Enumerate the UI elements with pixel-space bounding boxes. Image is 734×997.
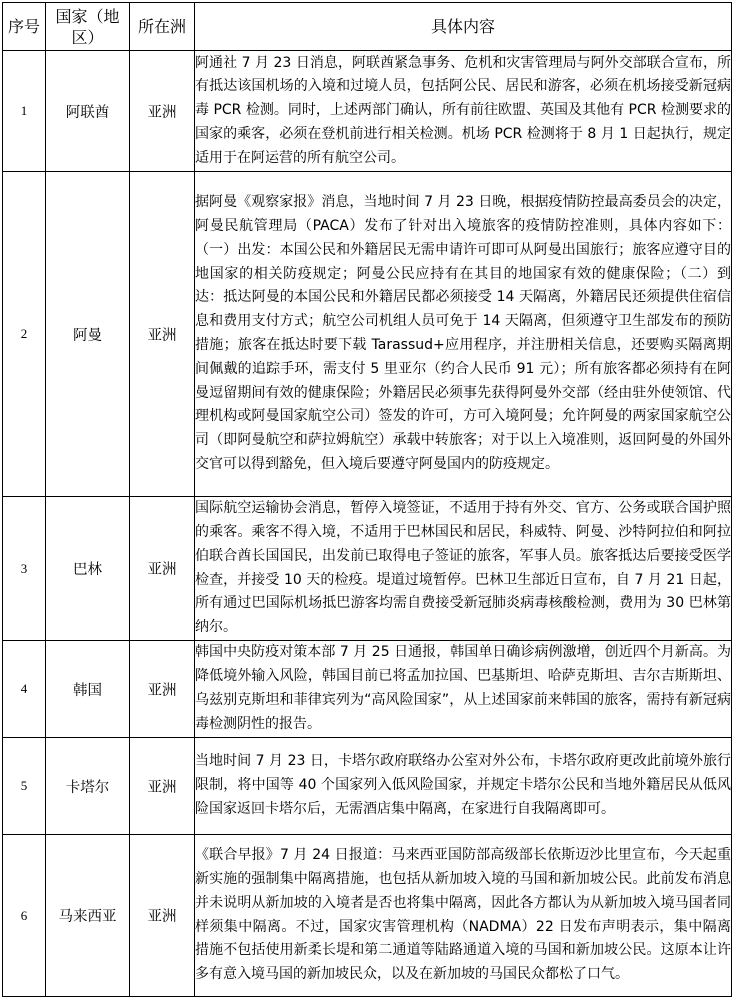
header-country: 国家（地区） (46, 3, 130, 51)
row-country: 韩国 (46, 641, 130, 738)
row-region: 亚洲 (130, 172, 195, 497)
row-index: 4 (3, 641, 46, 738)
row-index: 6 (3, 835, 46, 997)
row-country: 马来西亚 (46, 835, 130, 997)
table-row (3, 641, 732, 738)
row-country: 巴林 (46, 497, 130, 641)
row-content: 国际航空运输协会消息，暂停入境签证，不适用于持有外交、官方、公务或联合国护照的乘客。乘客不得入境，不适用于巴林国民和居民，科威特、阿曼、沙特阿拉伯和阿拉伯联合酋长国国民，出发前已取得电子签证的旅客，军事人员。旅客抵达后要接受医学检查，并接受 10 天的检疫。堤道过境暂停。巴林卫生部近日宣布，自 7 月 21 日起，所有通过巴国际机场抵巴游客均需自费接受新冠肺炎病毒核酸检测，费用为 30 巴林第纳尔。 (195, 497, 732, 641)
table-row (3, 497, 732, 641)
row-content: 韩国中央防疫对策本部 7 月 25 日通报，韩国单日确诊病例激增，创近四个月新高。为降低境外输入风险，韩国目前已将孟加拉国、巴基斯坦、哈萨克斯坦、吉尔吉斯斯坦、乌兹别克斯坦和菲律宾列为“高风险国家”，从上述国家前来韩国的旅客，需持有新冠病毒检测阴性的报告。 (195, 641, 732, 738)
header-region: 所在洲 (130, 3, 195, 51)
row-region: 亚洲 (130, 738, 195, 835)
row-content: 据阿曼《观察家报》消息，当地时间 7 月 23 日晚，根据疫情防控最高委员会的决定，阿曼民航管理局（PACA）发布了针对出入境旅客的疫情防控准则，具体内容如下：（一）出发：本国公民和外籍居民无需申请许可即可从阿曼出国旅行；旅客应遵守目的地国家的相关防疫规定；阿曼公民应持有在其目的地国家有效的健康保险；（二）到达：抵达阿曼的本国公民和外籍居民都必须接受 14 天隔离，外籍居民还须提供住宿信息和费用支付方式；航空公司机组人员可免于 14 天隔离，但须遵守卫生部发布的预防措施；旅客在抵达时要下载 Tarassud+应用程序，并注册相关信息，还要购买隔离期间佩戴的追踪手环，需支付 5 里亚尔（约合人民币 91 元）；所有旅客都必须持有在阿曼逗留期间有效的健康保险；外籍居民必须事先获得阿曼外交部（经由驻外使领馆、代理机构或阿曼国家航空公司）签发的许可，方可入境阿曼；允许阿曼的两家国家航空公司（即阿曼航空和萨拉姆航空）承载中转旅客；对于以上入境准则，返回阿曼的外国外交官可以得到豁免，但入境后要遵守阿曼国内的防疫规定。 (195, 172, 732, 497)
row-region: 亚洲 (130, 641, 195, 738)
row-index: 1 (3, 51, 46, 172)
header-content: 具体内容 (195, 3, 732, 51)
table-row (3, 172, 732, 497)
row-content: 阿通社 7 月 23 日消息，阿联酋紧急事务、危机和灾害管理局与阿外交部联合宣布，所有抵达该国机场的入境和过境人员，包括阿公民、居民和游客，必须在机场接受新冠病毒 PCR 检测。同时，上述两部门确认，所有前往欧盟、英国及其他有 PCR 检测要求的国家的乘客，必须在登机前进行相关检测。机场 PCR 检测将于 8 月 1 日起执行，规定适用于在阿运营的所有航空公司。 (195, 51, 732, 172)
row-region: 亚洲 (130, 497, 195, 641)
row-country: 阿联酋 (46, 51, 130, 172)
row-country: 阿曼 (46, 172, 130, 497)
row-index: 5 (3, 738, 46, 835)
row-index: 2 (3, 172, 46, 497)
row-content: 当地时间 7 月 23 日，卡塔尔政府联络办公室对外公布，卡塔尔政府更改此前境外旅行限制，将中国等 40 个国家列入低风险国家，并规定卡塔尔公民和当地外籍居民从低风险国家返回卡塔尔后，无需酒店集中隔离，在家进行自我隔离即可。 (195, 738, 732, 835)
header-index: 序号 (3, 3, 46, 51)
row-content: 《联合早报》7 月 24 日报道：马来西亚国防部高级部长依斯迈沙比里宣布，今天起重新实施的强制集中隔离措施，也包括从新加坡入境的马国和新加坡公民。此前发布消息并未说明从新加坡的入境者是否也将集中隔离，因此各方都认为从新加坡入境马国者同样须集中隔离。不过，国家灾害管理机构（NADMA）22 日发布声明表示，集中隔离措施不包括使用新柔长堤和第二通道等陆路通道入境的马国和新加坡公民。这原本让许多有意入境马国的新加坡民众，以及在新加坡的马国民众都松了口气。 (195, 835, 732, 997)
table-row (3, 51, 732, 172)
table-row (3, 835, 732, 997)
restrictions-table (2, 2, 732, 997)
row-region: 亚洲 (130, 51, 195, 172)
row-region: 亚洲 (130, 835, 195, 997)
header-row (3, 3, 732, 51)
row-index: 3 (3, 497, 46, 641)
row-country: 卡塔尔 (46, 738, 130, 835)
table-row (3, 738, 732, 835)
